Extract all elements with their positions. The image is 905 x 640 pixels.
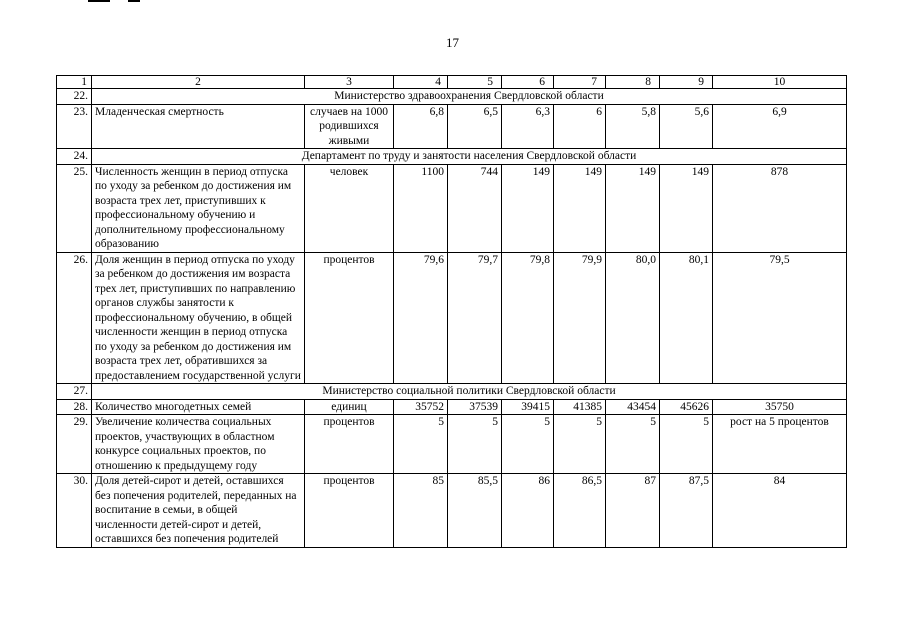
column-header: 8: [606, 76, 660, 89]
value-cell: 43454: [606, 399, 660, 415]
target-value: 35750: [713, 399, 847, 415]
value-cell: 85: [394, 474, 448, 548]
value-cell: 5,8: [606, 104, 660, 149]
value-cell: 85,5: [448, 474, 502, 548]
section-title: Департамент по труду и занятости населения Свердловской области: [92, 149, 847, 165]
indicator-name: Количество многодетных семей: [92, 399, 305, 415]
value-cell: 35752: [394, 399, 448, 415]
unit-cell: человек: [305, 164, 394, 252]
row-number: 22.: [57, 89, 92, 105]
scan-edge-mark: [88, 0, 110, 2]
table-row: [57, 399, 847, 415]
target-value: 79,5: [713, 252, 847, 384]
section-row: [57, 89, 847, 105]
indicators-table: [56, 75, 847, 548]
unit-cell: процентов: [305, 415, 394, 474]
value-cell: 5: [448, 415, 502, 474]
column-header: 9: [660, 76, 713, 89]
page-number: 17: [446, 35, 459, 50]
target-value: рост на 5 процентов: [713, 415, 847, 474]
table-row: [57, 474, 847, 548]
value-cell: 149: [502, 164, 554, 252]
indicator-name: Доля женщин в период отпуска по уходу за ребенком до достижения им возраста трех лет, приступивших по направлению органов службы занятости к профессиональному обучению, в общей численности женщин в период отпуска по уходу за ребенком до достижения им возраста трех лет, обратившихся за предоставлением государственной услуги: [92, 252, 305, 384]
value-cell: 744: [448, 164, 502, 252]
row-number: 28.: [57, 399, 92, 415]
row-number: 26.: [57, 252, 92, 384]
value-cell: 5,6: [660, 104, 713, 149]
unit-cell: процентов: [305, 474, 394, 548]
column-header-row: [57, 76, 847, 89]
row-number: 29.: [57, 415, 92, 474]
value-cell: 41385: [554, 399, 606, 415]
value-cell: 79,6: [394, 252, 448, 384]
target-value: 878: [713, 164, 847, 252]
unit-cell: единиц: [305, 399, 394, 415]
value-cell: 6,8: [394, 104, 448, 149]
row-number: 24.: [57, 149, 92, 165]
row-number: 25.: [57, 164, 92, 252]
value-cell: 149: [554, 164, 606, 252]
value-cell: 5: [554, 415, 606, 474]
unit-cell: случаев на 1000 родившихся живыми: [305, 104, 394, 149]
value-cell: 79,9: [554, 252, 606, 384]
row-number: 23.: [57, 104, 92, 149]
value-cell: 6,5: [448, 104, 502, 149]
column-header: 5: [448, 76, 502, 89]
column-header: 10: [713, 76, 847, 89]
column-header: 4: [394, 76, 448, 89]
section-row: [57, 384, 847, 400]
target-value: 6,9: [713, 104, 847, 149]
indicator-name: Численность женщин в период отпуска по уходу за ребенком до достижения им возраста трех лет, приступивших к профессиональному обучению и дополнительному профессиональному образованию: [92, 164, 305, 252]
section-title: Министерство социальной политики Свердловской области: [92, 384, 847, 400]
indicator-name: Доля детей-сирот и детей, оставшихся без попечения родителей, переданных на воспитание в семьи, в общей численности детей-сирот и детей, оставшихся без попечения родителей: [92, 474, 305, 548]
column-header: 1: [57, 76, 92, 89]
column-header: 3: [305, 76, 394, 89]
value-cell: 79,7: [448, 252, 502, 384]
scan-edge-mark: [128, 0, 140, 2]
section-row: [57, 149, 847, 165]
value-cell: 86,5: [554, 474, 606, 548]
table-row: [57, 415, 847, 474]
table-body: [57, 76, 847, 548]
target-value: 84: [713, 474, 847, 548]
table-row: [57, 104, 847, 149]
row-number: 27.: [57, 384, 92, 400]
value-cell: 5: [606, 415, 660, 474]
table-row: [57, 252, 847, 384]
value-cell: 79,8: [502, 252, 554, 384]
unit-cell: процентов: [305, 252, 394, 384]
column-header: 6: [502, 76, 554, 89]
value-cell: 149: [660, 164, 713, 252]
row-number: 30.: [57, 474, 92, 548]
section-title: Министерство здравоохранения Свердловской области: [92, 89, 847, 105]
value-cell: 37539: [448, 399, 502, 415]
value-cell: 1100: [394, 164, 448, 252]
value-cell: 5: [660, 415, 713, 474]
column-header: 7: [554, 76, 606, 89]
value-cell: 45626: [660, 399, 713, 415]
value-cell: 149: [606, 164, 660, 252]
value-cell: 6: [554, 104, 606, 149]
value-cell: 80,0: [606, 252, 660, 384]
value-cell: 39415: [502, 399, 554, 415]
value-cell: 87,5: [660, 474, 713, 548]
column-header: 2: [92, 76, 305, 89]
value-cell: 80,1: [660, 252, 713, 384]
value-cell: 6,3: [502, 104, 554, 149]
value-cell: 5: [502, 415, 554, 474]
table-row: [57, 164, 847, 252]
value-cell: 86: [502, 474, 554, 548]
indicator-name: Младенческая смертность: [92, 104, 305, 149]
indicator-name: Увеличение количества социальных проектов, участвующих в областном конкурсе социальных проектов, по отношению к предыдущему году: [92, 415, 305, 474]
value-cell: 5: [394, 415, 448, 474]
value-cell: 87: [606, 474, 660, 548]
